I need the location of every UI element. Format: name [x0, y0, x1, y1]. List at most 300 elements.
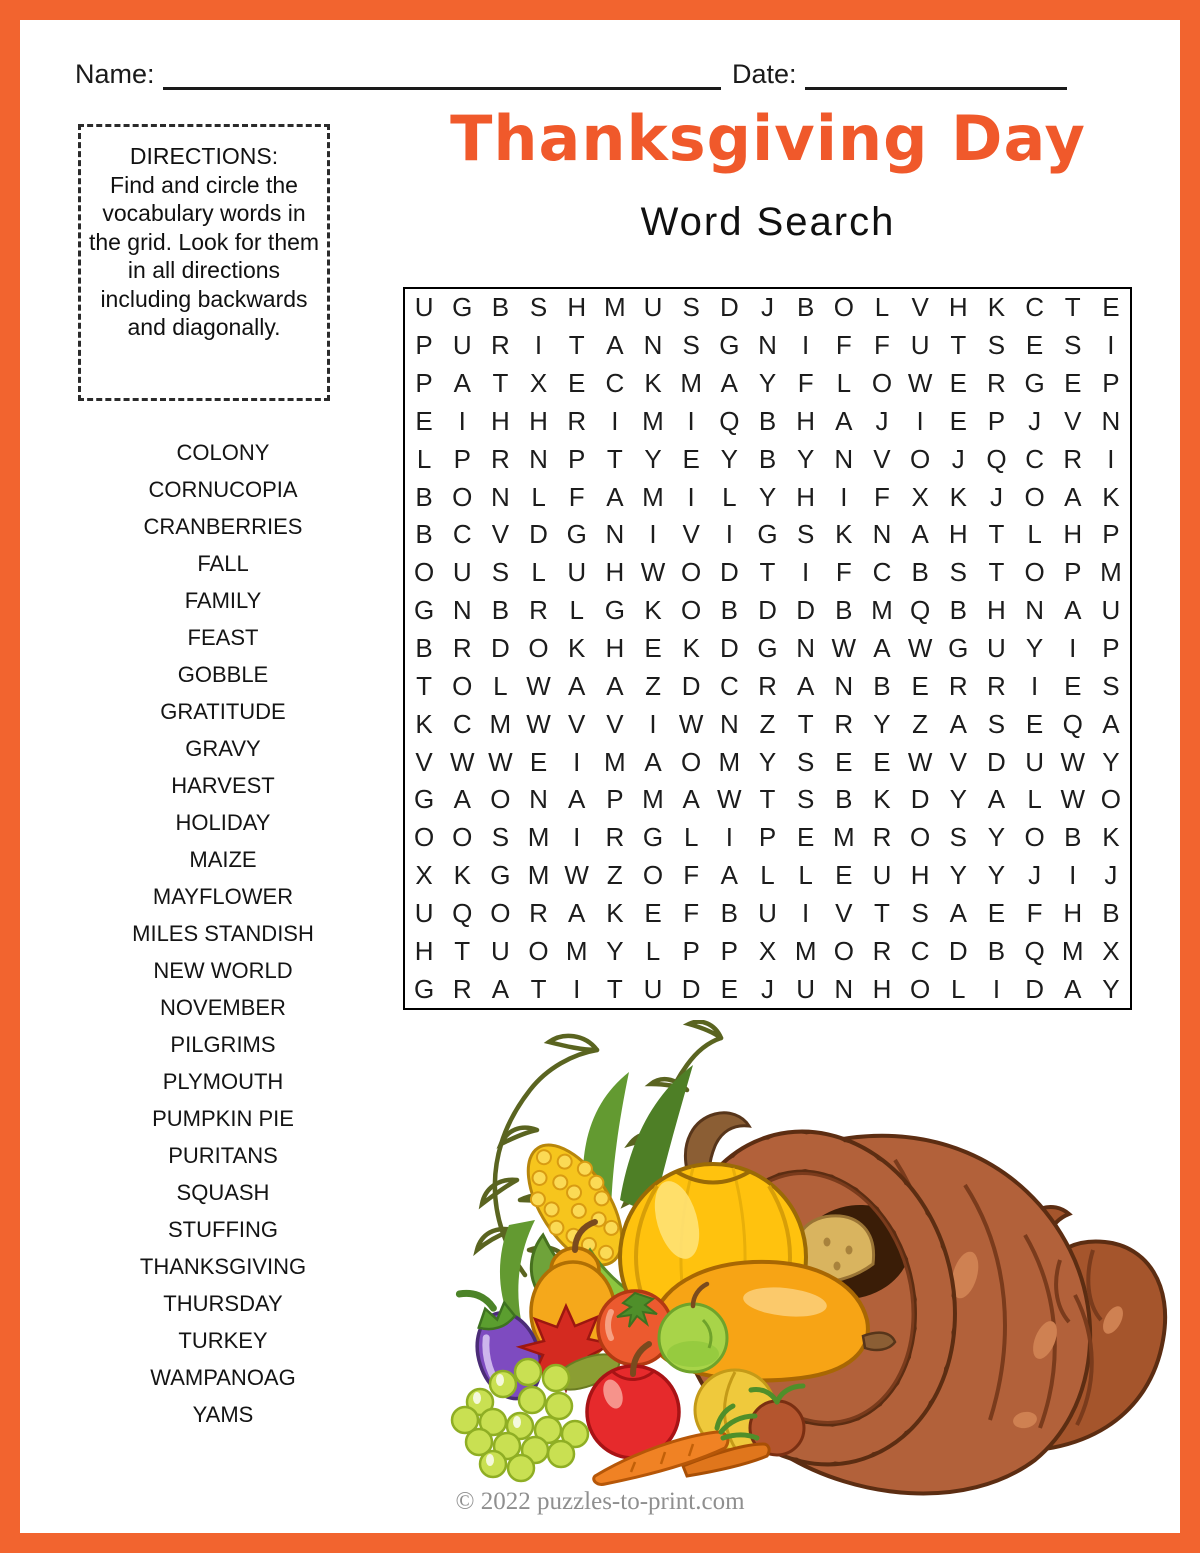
grid-cell[interactable]: A: [644, 746, 662, 777]
grid-cell[interactable]: U: [910, 330, 930, 361]
grid-cell[interactable]: B: [491, 292, 510, 323]
grid-cell[interactable]: B: [949, 595, 967, 626]
grid-cell[interactable]: N: [605, 519, 625, 550]
grid-cell[interactable]: O: [490, 784, 511, 815]
grid-cell[interactable]: A: [911, 519, 929, 550]
grid-cell[interactable]: Y: [720, 443, 738, 474]
grid-cell[interactable]: M: [642, 784, 664, 815]
grid-cell[interactable]: C: [1025, 292, 1044, 323]
grid-cell[interactable]: D: [1025, 973, 1044, 1004]
grid-cell[interactable]: P: [758, 822, 777, 853]
grid-cell[interactable]: J: [1028, 405, 1042, 436]
grid-cell[interactable]: I: [916, 405, 924, 436]
grid-cell[interactable]: R: [452, 632, 472, 663]
grid-cell[interactable]: D: [948, 935, 968, 966]
grid-cell[interactable]: I: [611, 405, 619, 436]
grid-cell[interactable]: E: [644, 897, 662, 928]
grid-cell[interactable]: G: [566, 519, 587, 550]
grid-cell[interactable]: J: [989, 481, 1003, 512]
grid-cell[interactable]: N: [529, 443, 548, 474]
grid-cell[interactable]: B: [758, 443, 777, 474]
grid-cell[interactable]: D: [987, 746, 1006, 777]
grid-cell[interactable]: A: [453, 784, 471, 815]
grid-cell[interactable]: W: [640, 557, 666, 588]
grid-cell[interactable]: V: [835, 897, 853, 928]
grid-cell[interactable]: A: [796, 670, 815, 701]
grid-cell[interactable]: S: [682, 330, 700, 361]
grid-cell[interactable]: S: [987, 708, 1006, 739]
grid-cell[interactable]: U: [1025, 746, 1044, 777]
grid-cell[interactable]: A: [568, 670, 586, 701]
grid-cell[interactable]: T: [759, 784, 776, 815]
grid-cell[interactable]: N: [834, 443, 854, 474]
grid-cell[interactable]: M: [718, 746, 741, 777]
grid-cell[interactable]: U: [414, 292, 434, 323]
grid-cell[interactable]: F: [835, 557, 852, 588]
grid-cell[interactable]: U: [452, 557, 472, 588]
grid-cell[interactable]: Y: [758, 746, 777, 777]
grid-cell[interactable]: O: [1024, 557, 1045, 588]
grid-cell[interactable]: V: [415, 746, 433, 777]
grid-cell[interactable]: E: [1064, 670, 1082, 701]
grid-cell[interactable]: U: [491, 935, 510, 966]
grid-cell[interactable]: X: [1102, 935, 1120, 966]
grid-cell[interactable]: G: [1024, 368, 1045, 399]
grid-cell[interactable]: A: [987, 784, 1006, 815]
grid-cell[interactable]: F: [874, 481, 890, 512]
grid-cell[interactable]: R: [605, 822, 625, 853]
grid-cell[interactable]: P: [415, 330, 433, 361]
grid-cell[interactable]: P: [453, 443, 471, 474]
grid-cell[interactable]: U: [796, 973, 816, 1004]
grid-cell[interactable]: O: [528, 935, 549, 966]
grid-cell[interactable]: B: [987, 935, 1006, 966]
grid-cell[interactable]: Y: [949, 784, 967, 815]
grid-cell[interactable]: P: [606, 784, 624, 815]
grid-cell[interactable]: S: [1064, 330, 1082, 361]
grid-cell[interactable]: P: [987, 405, 1006, 436]
grid-cell[interactable]: I: [840, 481, 848, 512]
grid-cell[interactable]: O: [642, 860, 664, 891]
grid-cell[interactable]: W: [449, 746, 475, 777]
grid-cell[interactable]: E: [835, 746, 853, 777]
grid-cell[interactable]: K: [949, 481, 967, 512]
grid-cell[interactable]: K: [644, 595, 662, 626]
grid-cell[interactable]: B: [835, 784, 853, 815]
grid-cell[interactable]: L: [645, 935, 661, 966]
grid-cell[interactable]: B: [1102, 897, 1120, 928]
grid-cell[interactable]: S: [949, 822, 967, 853]
grid-cell[interactable]: J: [1104, 860, 1118, 891]
grid-cell[interactable]: K: [835, 519, 853, 550]
grid-cell[interactable]: A: [720, 368, 738, 399]
grid-cell[interactable]: U: [643, 292, 663, 323]
grid-cell[interactable]: N: [491, 481, 510, 512]
grid-cell[interactable]: X: [758, 935, 777, 966]
grid-cell[interactable]: F: [683, 897, 700, 928]
grid-cell[interactable]: G: [413, 784, 435, 815]
grid-cell[interactable]: C: [1025, 443, 1044, 474]
grid-cell[interactable]: N: [1025, 595, 1044, 626]
grid-cell[interactable]: T: [950, 330, 967, 361]
grid-cell[interactable]: V: [949, 746, 967, 777]
grid-cell[interactable]: Y: [758, 368, 777, 399]
grid-cell[interactable]: B: [720, 897, 738, 928]
grid-cell[interactable]: R: [872, 822, 892, 853]
grid-cell[interactable]: T: [988, 557, 1005, 588]
grid-cell[interactable]: T: [759, 557, 776, 588]
grid-cell[interactable]: O: [490, 897, 511, 928]
grid-cell[interactable]: H: [491, 405, 510, 436]
grid-cell[interactable]: I: [725, 519, 733, 550]
grid-cell[interactable]: M: [604, 746, 626, 777]
grid-cell[interactable]: S: [491, 822, 510, 853]
grid-cell[interactable]: E: [796, 822, 815, 853]
grid-cell[interactable]: T: [874, 897, 890, 928]
date-input-line[interactable]: [805, 60, 1067, 90]
grid-cell[interactable]: H: [529, 405, 548, 436]
grid-cell[interactable]: M: [794, 935, 817, 966]
grid-cell[interactable]: H: [605, 632, 625, 663]
grid-cell[interactable]: D: [758, 595, 777, 626]
grid-cell[interactable]: K: [873, 784, 891, 815]
grid-cell[interactable]: E: [949, 405, 967, 436]
grid-cell[interactable]: C: [452, 708, 472, 739]
grid-cell[interactable]: E: [682, 443, 700, 474]
grid-cell[interactable]: Y: [1025, 632, 1044, 663]
grid-cell[interactable]: W: [564, 860, 589, 891]
grid-cell[interactable]: L: [951, 973, 966, 1004]
grid-cell[interactable]: M: [642, 481, 664, 512]
grid-cell[interactable]: B: [415, 519, 433, 550]
grid-cell[interactable]: Q: [1062, 708, 1083, 739]
grid-cell[interactable]: L: [722, 481, 737, 512]
grid-cell[interactable]: V: [873, 443, 891, 474]
grid-cell[interactable]: W: [907, 746, 933, 777]
grid-cell[interactable]: I: [573, 822, 581, 853]
grid-cell[interactable]: A: [491, 973, 510, 1004]
grid-cell[interactable]: R: [567, 405, 587, 436]
grid-cell[interactable]: R: [987, 368, 1006, 399]
grid-cell[interactable]: O: [413, 557, 435, 588]
grid-cell[interactable]: N: [758, 330, 777, 361]
grid-cell[interactable]: B: [720, 595, 738, 626]
grid-cell[interactable]: R: [491, 330, 510, 361]
grid-cell[interactable]: U: [758, 897, 777, 928]
grid-cell[interactable]: S: [529, 292, 548, 323]
grid-cell[interactable]: L: [798, 860, 813, 891]
grid-cell[interactable]: O: [1024, 481, 1045, 512]
grid-cell[interactable]: X: [529, 368, 548, 399]
grid-cell[interactable]: A: [606, 670, 624, 701]
grid-cell[interactable]: F: [835, 330, 852, 361]
grid-cell[interactable]: L: [836, 368, 852, 399]
grid-cell[interactable]: V: [682, 519, 700, 550]
grid-cell[interactable]: D: [910, 784, 930, 815]
grid-cell[interactable]: F: [874, 330, 890, 361]
grid-cell[interactable]: U: [567, 557, 587, 588]
grid-cell[interactable]: H: [872, 973, 892, 1004]
grid-cell[interactable]: S: [987, 330, 1006, 361]
grid-cell[interactable]: C: [452, 519, 472, 550]
grid-cell[interactable]: B: [1064, 822, 1082, 853]
grid-cell[interactable]: E: [568, 368, 586, 399]
grid-cell[interactable]: O: [1100, 784, 1122, 815]
grid-cell[interactable]: U: [643, 973, 663, 1004]
grid-cell[interactable]: N: [834, 670, 854, 701]
grid-cell[interactable]: S: [911, 897, 929, 928]
grid-cell[interactable]: J: [875, 405, 889, 436]
grid-cell[interactable]: D: [491, 632, 510, 663]
grid-cell[interactable]: O: [452, 822, 473, 853]
grid-cell[interactable]: G: [757, 519, 778, 550]
grid-cell[interactable]: E: [1025, 330, 1044, 361]
grid-cell[interactable]: E: [987, 897, 1006, 928]
grid-cell[interactable]: F: [797, 368, 814, 399]
grid-cell[interactable]: N: [643, 330, 663, 361]
grid-cell[interactable]: Y: [758, 481, 777, 512]
grid-cell[interactable]: J: [760, 973, 774, 1004]
grid-cell[interactable]: R: [987, 670, 1006, 701]
grid-cell[interactable]: L: [569, 595, 584, 626]
grid-cell[interactable]: L: [531, 481, 546, 512]
grid-cell[interactable]: C: [910, 935, 930, 966]
grid-cell[interactable]: W: [1060, 746, 1086, 777]
grid-cell[interactable]: B: [796, 292, 815, 323]
grid-cell[interactable]: Y: [644, 443, 662, 474]
grid-cell[interactable]: M: [604, 292, 626, 323]
grid-cell[interactable]: P: [415, 368, 433, 399]
grid-cell[interactable]: T: [988, 519, 1005, 550]
grid-cell[interactable]: O: [833, 935, 854, 966]
grid-cell[interactable]: P: [568, 443, 586, 474]
grid-cell[interactable]: E: [1102, 292, 1120, 323]
grid-cell[interactable]: Q: [719, 405, 740, 436]
grid-cell[interactable]: A: [1064, 595, 1082, 626]
grid-cell[interactable]: D: [719, 557, 739, 588]
grid-cell[interactable]: I: [534, 330, 543, 361]
grid-cell[interactable]: A: [606, 481, 624, 512]
grid-cell[interactable]: X: [911, 481, 929, 512]
grid-cell[interactable]: R: [834, 708, 854, 739]
grid-cell[interactable]: C: [605, 368, 625, 399]
grid-cell[interactable]: A: [1064, 481, 1082, 512]
grid-cell[interactable]: I: [802, 557, 810, 588]
grid-cell[interactable]: T: [797, 708, 814, 739]
grid-cell[interactable]: Q: [910, 595, 931, 626]
grid-cell[interactable]: M: [642, 405, 664, 436]
grid-cell[interactable]: I: [1069, 632, 1077, 663]
grid-cell[interactable]: L: [1027, 784, 1042, 815]
grid-cell[interactable]: G: [490, 860, 511, 891]
grid-cell[interactable]: M: [1061, 935, 1084, 966]
grid-cell[interactable]: O: [910, 822, 931, 853]
grid-cell[interactable]: T: [530, 973, 547, 1004]
grid-cell[interactable]: R: [491, 443, 510, 474]
grid-cell[interactable]: B: [758, 405, 777, 436]
grid-cell[interactable]: M: [680, 368, 702, 399]
grid-cell[interactable]: E: [949, 368, 967, 399]
grid-cell[interactable]: K: [568, 632, 586, 663]
grid-cell[interactable]: I: [649, 519, 657, 550]
grid-cell[interactable]: M: [489, 708, 512, 739]
grid-cell[interactable]: K: [606, 897, 624, 928]
grid-cell[interactable]: G: [604, 595, 625, 626]
grid-cell[interactable]: M: [871, 595, 893, 626]
grid-cell[interactable]: U: [414, 897, 434, 928]
grid-cell[interactable]: I: [992, 973, 1001, 1004]
grid-cell[interactable]: T: [492, 368, 509, 399]
grid-cell[interactable]: I: [458, 405, 466, 436]
grid-cell[interactable]: I: [802, 330, 810, 361]
grid-cell[interactable]: H: [1063, 897, 1083, 928]
grid-cell[interactable]: Q: [452, 897, 473, 928]
grid-cell[interactable]: I: [649, 708, 657, 739]
grid-cell[interactable]: M: [832, 822, 855, 853]
grid-cell[interactable]: D: [719, 292, 739, 323]
grid-cell[interactable]: M: [527, 860, 550, 891]
grid-cell[interactable]: A: [835, 405, 853, 436]
grid-cell[interactable]: W: [831, 632, 857, 663]
grid-cell[interactable]: M: [565, 935, 588, 966]
grid-cell[interactable]: L: [416, 443, 432, 474]
grid-cell[interactable]: X: [415, 860, 433, 891]
grid-cell[interactable]: O: [681, 746, 702, 777]
grid-cell[interactable]: G: [452, 292, 473, 323]
grid-cell[interactable]: O: [452, 670, 473, 701]
grid-cell[interactable]: I: [802, 897, 810, 928]
grid-cell[interactable]: H: [1063, 519, 1083, 550]
grid-cell[interactable]: P: [1102, 519, 1120, 550]
grid-cell[interactable]: W: [717, 784, 742, 815]
grid-cell[interactable]: Z: [606, 860, 623, 891]
grid-cell[interactable]: S: [949, 557, 967, 588]
grid-cell[interactable]: E: [644, 632, 662, 663]
grid-cell[interactable]: A: [568, 784, 586, 815]
grid-cell[interactable]: L: [1027, 519, 1042, 550]
grid-cell[interactable]: B: [491, 595, 510, 626]
grid-cell[interactable]: T: [606, 443, 623, 474]
grid-cell[interactable]: W: [526, 670, 551, 701]
grid-cell[interactable]: K: [1102, 822, 1120, 853]
grid-cell[interactable]: G: [948, 632, 969, 663]
grid-cell[interactable]: E: [720, 973, 738, 1004]
grid-cell[interactable]: L: [874, 292, 890, 323]
grid-cell[interactable]: F: [683, 860, 700, 891]
grid-cell[interactable]: G: [757, 632, 778, 663]
grid-cell[interactable]: D: [719, 632, 739, 663]
grid-cell[interactable]: E: [1025, 708, 1044, 739]
grid-cell[interactable]: W: [907, 632, 933, 663]
grid-cell[interactable]: K: [644, 368, 662, 399]
grid-cell[interactable]: O: [910, 973, 931, 1004]
grid-cell[interactable]: R: [948, 670, 968, 701]
grid-cell[interactable]: O: [528, 632, 549, 663]
grid-cell[interactable]: U: [1101, 595, 1121, 626]
grid-cell[interactable]: O: [413, 822, 435, 853]
grid-cell[interactable]: U: [452, 330, 472, 361]
grid-cell[interactable]: S: [796, 519, 815, 550]
grid-cell[interactable]: Q: [1024, 935, 1045, 966]
grid-cell[interactable]: V: [911, 292, 929, 323]
grid-cell[interactable]: L: [683, 822, 699, 853]
grid-cell[interactable]: B: [873, 670, 891, 701]
grid-cell[interactable]: R: [452, 973, 472, 1004]
grid-cell[interactable]: N: [1101, 405, 1121, 436]
grid-cell[interactable]: B: [415, 632, 433, 663]
grid-cell[interactable]: W: [907, 368, 933, 399]
grid-cell[interactable]: D: [681, 670, 701, 701]
name-input-line[interactable]: [163, 60, 721, 90]
grid-cell[interactable]: Z: [759, 708, 776, 739]
grid-cell[interactable]: I: [1107, 330, 1115, 361]
grid-cell[interactable]: A: [873, 632, 891, 663]
grid-cell[interactable]: V: [568, 708, 586, 739]
grid-cell[interactable]: B: [835, 595, 853, 626]
grid-cell[interactable]: G: [413, 595, 435, 626]
grid-cell[interactable]: V: [606, 708, 624, 739]
grid-cell[interactable]: E: [911, 670, 929, 701]
grid-cell[interactable]: E: [415, 405, 433, 436]
grid-cell[interactable]: S: [796, 746, 815, 777]
grid-cell[interactable]: Y: [949, 860, 967, 891]
grid-cell[interactable]: Y: [1102, 973, 1120, 1004]
grid-cell[interactable]: K: [1102, 481, 1120, 512]
grid-cell[interactable]: R: [872, 935, 892, 966]
grid-cell[interactable]: T: [568, 330, 585, 361]
grid-cell[interactable]: N: [719, 708, 739, 739]
grid-cell[interactable]: A: [1064, 973, 1082, 1004]
grid-cell[interactable]: N: [452, 595, 472, 626]
grid-cell[interactable]: Y: [1102, 746, 1120, 777]
grid-cell[interactable]: E: [835, 860, 853, 891]
grid-cell[interactable]: I: [687, 405, 695, 436]
grid-cell[interactable]: Y: [873, 708, 891, 739]
grid-cell[interactable]: I: [1030, 670, 1039, 701]
grid-cell[interactable]: I: [725, 822, 733, 853]
grid-cell[interactable]: T: [454, 935, 471, 966]
grid-cell[interactable]: N: [796, 632, 816, 663]
grid-cell[interactable]: R: [758, 670, 777, 701]
grid-cell[interactable]: J: [1028, 860, 1042, 891]
grid-cell[interactable]: O: [910, 443, 931, 474]
grid-cell[interactable]: O: [452, 481, 473, 512]
grid-cell[interactable]: R: [529, 595, 548, 626]
grid-cell[interactable]: W: [1060, 784, 1086, 815]
grid-cell[interactable]: I: [573, 746, 581, 777]
grid-cell[interactable]: R: [1063, 443, 1083, 474]
grid-cell[interactable]: D: [529, 519, 548, 550]
grid-cell[interactable]: A: [949, 708, 967, 739]
grid-cell[interactable]: C: [872, 557, 892, 588]
grid-cell[interactable]: E: [1064, 368, 1082, 399]
grid-cell[interactable]: L: [531, 557, 546, 588]
grid-cell[interactable]: V: [1064, 405, 1082, 436]
grid-cell[interactable]: E: [529, 746, 548, 777]
grid-cell[interactable]: A: [453, 368, 471, 399]
grid-cell[interactable]: F: [568, 481, 585, 512]
grid-cell[interactable]: H: [796, 405, 816, 436]
grid-cell[interactable]: H: [948, 519, 968, 550]
grid-cell[interactable]: A: [568, 897, 586, 928]
grid-cell[interactable]: A: [720, 860, 738, 891]
grid-cell[interactable]: H: [605, 557, 625, 588]
grid-cell[interactable]: B: [415, 481, 433, 512]
grid-cell[interactable]: Z: [912, 708, 929, 739]
grid-cell[interactable]: G: [719, 330, 740, 361]
grid-cell[interactable]: W: [678, 708, 704, 739]
grid-cell[interactable]: P: [1102, 632, 1120, 663]
